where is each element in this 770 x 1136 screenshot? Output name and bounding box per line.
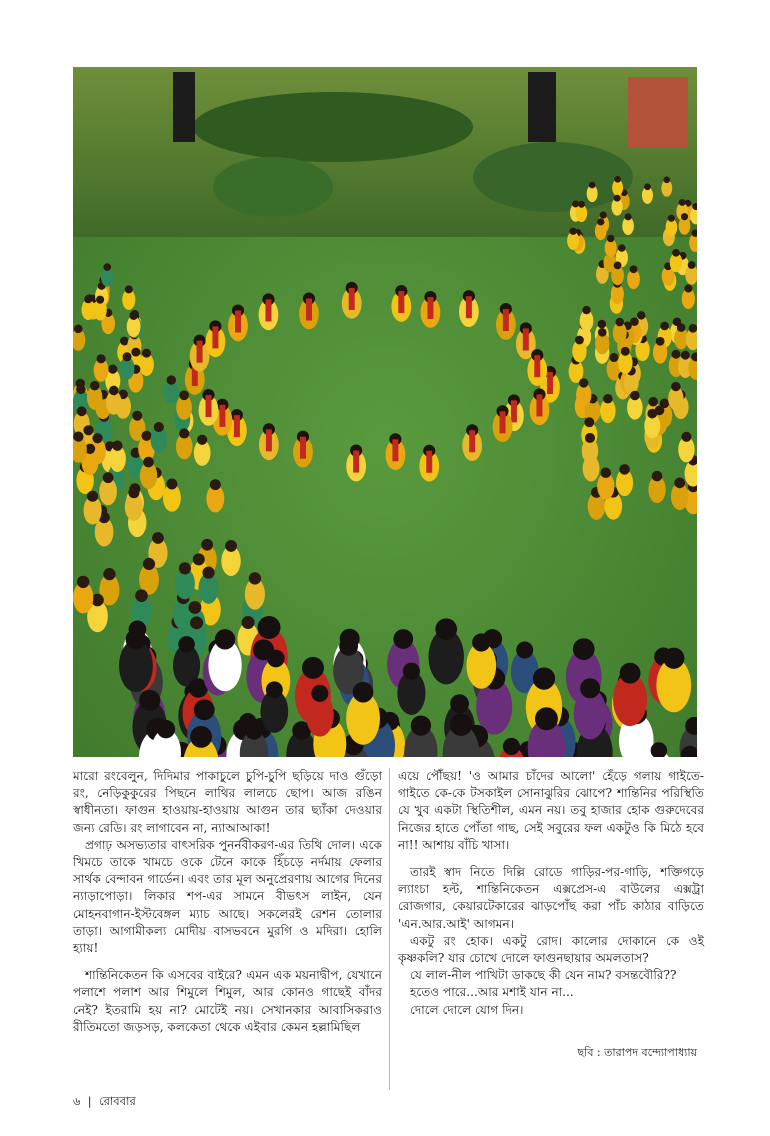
sari-border [234,415,240,437]
paragraph: দোলে দোলে যোগ দিন। [410,1002,524,1017]
sari-border [235,311,241,333]
sari-border [349,288,355,310]
paragraph: তারই স্বাদ নিতে দিল্লি রোডে গাড়ির-পর-গাড়ি, শক্তিগড়ে ল্যাংচা হল্ট, শান্তিনিকেতন এক্সপ্রেস-এ বাউলের এক্সট্রা রোজগার, কেয়ারটেকারের ঝাড়পোঁছ করা পাঁচ কাঠার বাড়িতে 'এন.আর.আই' আগমন। [398,865,704,931]
sari-border [523,328,529,350]
sari-border [500,411,506,433]
paragraph: একটু রং হোক। একটু রোদ। কালোর দোকানে কে ওই কৃষ্ণকলি? যার চোখে দোলে ফাগুনছায়ার অমলতাস? [398,933,704,966]
photo-festival-dance [73,67,697,757]
festival-photo [73,67,697,757]
paragraph: মারো রংবেলুন, দিদিমার পাকাচুলে চুপি-চুপি ছড়িয়ে দাও গুঁড়ো রং, নেড়িকুকুরের পিছনে লাথির লালচে ছোপ। আজ রঙিন স্বাধীনতা। ফাগুন হাওয়ায়-হাওয়ায় আগুন তার ছ্যাঁকা দেওয়ার জন্য রেডি। রং লাগাবেন না, ন্যাআআকা! [73,769,382,835]
magazine-name: রোববার [98,1094,136,1108]
paragraph: যে লাল-নীল পাখিটা ডাকছে কী যেন নাম? বসন্তবৌরি?? [410,968,677,983]
sari-border [466,296,472,318]
sari-border [503,309,509,331]
column-divider [389,768,390,1090]
sari-border [206,395,212,417]
sari-border [426,451,432,473]
paragraph: হতেও পারে...আর মশাই যান না... [410,985,574,1000]
sari-border [547,372,553,394]
paragraph: এয়ে পৌঁছয়! 'ও আমার চাঁদের আলো' হেঁড়ে গলায় গাইতে-গাইতে কে-কে টসকাইল সোনাঝুরির ঝোপে? শান্তিনির পরিস্থিতি যে খুব একটা স্থিতিশীল, এমন নয়। তবু হাজার হোক গুরুদেবের নিজের হাতে পোঁতা গাছ, সেই সবুরের ফল একটুও কি মিঠে হবে না!! আশায় বাঁচি খাসা। [398,769,704,852]
sari-border [265,299,271,321]
speaker [173,72,195,142]
sari-border [306,299,312,321]
paragraph: শান্তিনিকেতন কি এসবের বাইরে? এমন এক ময়নাদ্বীপ, যেখানে পলাশে পলাশ আর শিমুলে শিমুল, আর কোনও গাছেই বাঁদর নেই? ইতরামি হয় না? মোটেই নয়। সেখানকার আবাসিকরাও রীতিমতো জড়সড়, কলকেতা থেকে এইবার কেমন হল্লামিছিল [73,968,382,1034]
speaker [528,72,556,142]
sari-border [469,430,475,452]
sari-border [392,439,398,461]
sari-border [534,355,540,377]
sari-border [511,400,517,422]
sari-border [219,405,225,427]
page-footer: ৬ | রোববার [73,1094,136,1108]
sari-border [197,341,203,363]
sari-border [266,429,272,451]
sari-border [398,291,404,313]
sari-border [427,297,433,319]
paragraph: প্রগাঢ় অসভ্যতার বাৎসরিক পুনর্নবীকরণ-এর তিথি দোল। একে খিমচে তাকে খামচে ওকে টেনে কাকে হিঁচড়ে নর্দমায় ফেলার সার্থক বেন্দাবন গার্ডেন। এবং তার মূল অনুপ্রেরণায় আগের দিনের ন্যাড়াপোড়া। লিকার শপ-এর সামনে বীভৎস লাইন, যেন মোহনবাগান-ইস্টবেঙ্গল ম্যাচ আছে। সকলেরই রেশন তোলার তাড়া। আগামীকল্য মোদীয় বাসভবনে মুরগি ও মদিরা। হোলি হ্যায়! [73,837,382,956]
article-left-column [73,768,382,1036]
sari-border [212,326,218,348]
sari-border [353,451,359,473]
sari-border [536,394,542,416]
page-number: ৬ [73,1094,81,1108]
photo-credit: ছবি : তারাপদ বন্দ্যোপাধ্যায় [577,1046,697,1059]
article-right-column [398,768,704,1019]
sari-border [300,437,306,459]
